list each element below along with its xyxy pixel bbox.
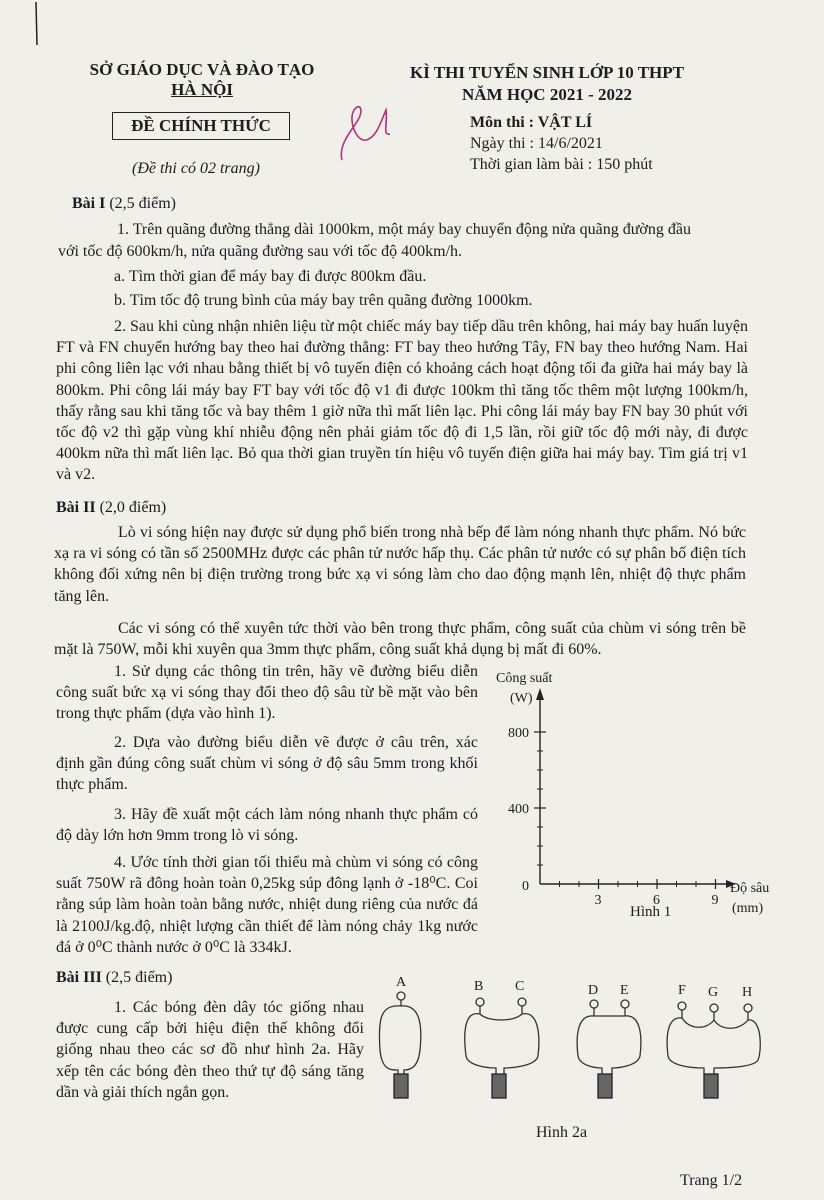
bulb-label-g: G	[708, 985, 719, 1000]
org-line1: SỞ GIÁO DỤC VÀ ĐÀO TẠO	[89, 60, 315, 79]
bai3-points: (2,5 điểm)	[105, 969, 173, 986]
bai1-points: (2,5 điểm)	[109, 195, 176, 212]
bai3-heading	[56, 967, 172, 988]
bulb-d-icon	[590, 1000, 598, 1008]
battery-fgh	[704, 1074, 718, 1098]
bai2-points: (2,0 điểm)	[99, 499, 167, 516]
bai1-q1-line2: với tốc độ 600km/h, nửa quãng đường sau với tốc độ 400km/h.	[58, 243, 463, 260]
bai1-q1a: a. Tìm thời gian để máy bay đi được 800km đầu.	[114, 268, 427, 285]
bai3-q1: 1. Các bóng đèn dây tóc giống nhau được cung cấp bởi hiệu điện thế không đổi giống nhau theo các sơ đồ như hình 2a. Hãy xếp tên các bóng đèn theo thứ tự độ sáng tăng dần và giải thích ngắn gọn.	[56, 999, 364, 1101]
bai1-q1b: b. Tìm tốc độ trung bình của máy bay trên quãng đường 1000km.	[114, 292, 533, 309]
exam-title	[382, 62, 712, 106]
bai2-intro1: Lò vi sóng hiện nay được sử dụng phổ biến trong nhà bếp để làm nóng nhanh thực phẩm. Nó bức xạ ra vi sóng có tần số 2500MHz được các phân tử nước hấp thụ. Các phân tử nước có sự phân bố điện tích không đối xứng nên bị điện trường trong bức xạ vi sóng làm cho dao động mạnh lên, nhiệt độ thực phẩm tăng lên.	[54, 524, 746, 605]
exam-line2: NĂM HỌC 2021 - 2022	[462, 85, 632, 104]
page-number: Trang 1/2	[680, 1172, 743, 1189]
bai2-q1: 1. Sử dụng các thông tin trên, hãy vẽ đường biểu diễn công suất bức xạ vi sóng thay đổi theo độ sâu từ bề mặt vào bên trong thực phẩm (dựa vào hình 1).	[56, 663, 478, 723]
bulb-e-icon	[621, 1000, 629, 1008]
bai1-q2: 2. Sau khi cùng nhận nhiên liệu từ một chiếc máy bay tiếp dầu trên không, hai máy bay huấn luyện FT và FN chuyển hướng bay theo hai đường thẳng: FT bay theo hướng Tây, FN bay theo hướng Nam. Hai phi công liên lạc với nhau bằng thiết bị vô tuyến điện có khoảng cách hoạt động tối đa giữa hai máy bay là 800km. Phi công lái máy bay FT bay với tốc độ v1 đi được 100km thì tăng tốc thêm một lượng 100km/h, thấy rằng sau khi tăng tốc và bay thêm 1 giờ nữa thì mất liên lạc. Phi công lái máy bay FN bay 30 phút với tốc độ v2 thì gặp vùng khí nhiễu động nên phải giảm tốc độ đi 1,5 lần, rồi giữ tốc độ mới này, đi được 400km nữa thì mất liên lạc. Bỏ qua thời gian truyền tín hiệu vô tuyến điện giữa hai máy bay. Tìm giá trị v1 và v2.	[56, 318, 748, 484]
bai2-q3: 3. Hãy đề xuất một cách làm nóng nhanh thực phẩm có độ dày lớn hơn 9mm trong lò vi sóng.	[56, 806, 478, 845]
circuit-fgh	[667, 983, 760, 1098]
bai3-title: Bài III	[56, 969, 102, 986]
chart-xunit: (mm)	[732, 901, 764, 916]
bai1-q1-line1: 1. Trên quãng đường thẳng dài 1000km, một máy bay chuyển động nửa quãng đường đầu	[117, 221, 691, 238]
y-axis-arrow	[536, 688, 544, 700]
official-box: ĐỀ CHÍNH THỨC	[112, 112, 290, 140]
bulb-label-f: F	[678, 983, 686, 998]
bulb-label-b: B	[474, 979, 484, 994]
x-tick-label: 6	[653, 893, 660, 908]
x-tick-label: 9	[711, 893, 719, 908]
handwritten-signature	[330, 90, 400, 170]
pen-mark	[30, 0, 42, 50]
bulb-h-icon	[744, 1004, 752, 1012]
org-name	[72, 60, 332, 100]
figure-1-chart	[486, 664, 786, 924]
chart-caption: Hình 1	[630, 904, 672, 920]
date-line: Ngày thi : 14/6/2021	[470, 135, 603, 152]
bulb-f-icon	[678, 1002, 686, 1010]
chart-xlabel: Độ sâu	[730, 881, 770, 896]
bai2-intro2: Các vi sóng có thể xuyên tức thời vào bên trong thực phẩm, công suất của chùm vi sóng trên bề mặt là 750W, mỗi khi xuyên qua 3mm thực phẩm, công suất khả dụng bị mất đi 60%.	[54, 620, 746, 659]
bai1-title: Bài I	[72, 195, 106, 212]
bai1-heading	[72, 193, 176, 214]
exam-info	[470, 112, 653, 175]
figure-2a-caption: Hình 2a	[536, 1124, 588, 1141]
pages-note: (Đề thi có 02 trang)	[132, 160, 260, 177]
battery-a	[394, 1074, 408, 1098]
chart-origin: 0	[522, 879, 529, 894]
battery-bc	[492, 1074, 506, 1098]
y-tick-label: 400	[508, 802, 529, 817]
bulb-label-c: C	[515, 979, 525, 994]
bulb-label-h: H	[742, 985, 753, 1000]
bulb-c-icon	[518, 998, 526, 1006]
chart-yunit: (W)	[510, 691, 533, 706]
figure-2a-circuits	[370, 970, 790, 1110]
bulb-b-icon	[476, 998, 484, 1006]
bai2-heading	[56, 497, 166, 518]
circuit-de	[577, 983, 641, 1098]
chart-ylabel: Công suất	[496, 671, 553, 686]
bai2-title: Bài II	[56, 499, 96, 516]
bulb-a-icon	[397, 992, 405, 1000]
x-tick-label: 3	[594, 893, 602, 908]
bai2-q2: 2. Dựa vào đường biểu diễn vẽ được ở câu trên, xác định gần đúng công suất chùm vi sóng ở độ sâu 5mm trong khối thực phẩm.	[56, 734, 478, 794]
bulb-label-a: A	[396, 975, 407, 990]
exam-line1: KÌ THI TUYỂN SINH LỚP 10 THPT	[410, 63, 684, 82]
bulb-label-e: E	[620, 983, 629, 998]
battery-de	[598, 1074, 612, 1098]
circuit-a	[379, 975, 420, 1098]
bai2-q4: 4. Ước tính thời gian tối thiểu mà chùm vi sóng có công suất 750W rã đông hoàn toàn 0,25kg súp đông lạnh ở -18⁰C. Coi rằng súp làm hoàn toàn bằng nước, nhiệt dung riêng của nước đá là 2100J/kg.độ, nhiệt lượng cần thiết để làm nóng chảy 1kg nước đá ở 0⁰C thành nước ở 0⁰C là 334kJ.	[56, 854, 478, 956]
circuit-bc	[465, 979, 539, 1098]
bulb-g-icon	[710, 1004, 718, 1012]
y-tick-label: 800	[508, 726, 529, 741]
duration-line: Thời gian làm bài : 150 phút	[470, 156, 653, 173]
org-line2: HÀ NỘI	[171, 80, 233, 99]
subject-line: Môn thi : VẬT LÍ	[470, 114, 593, 131]
bulb-label-d: D	[588, 983, 599, 998]
